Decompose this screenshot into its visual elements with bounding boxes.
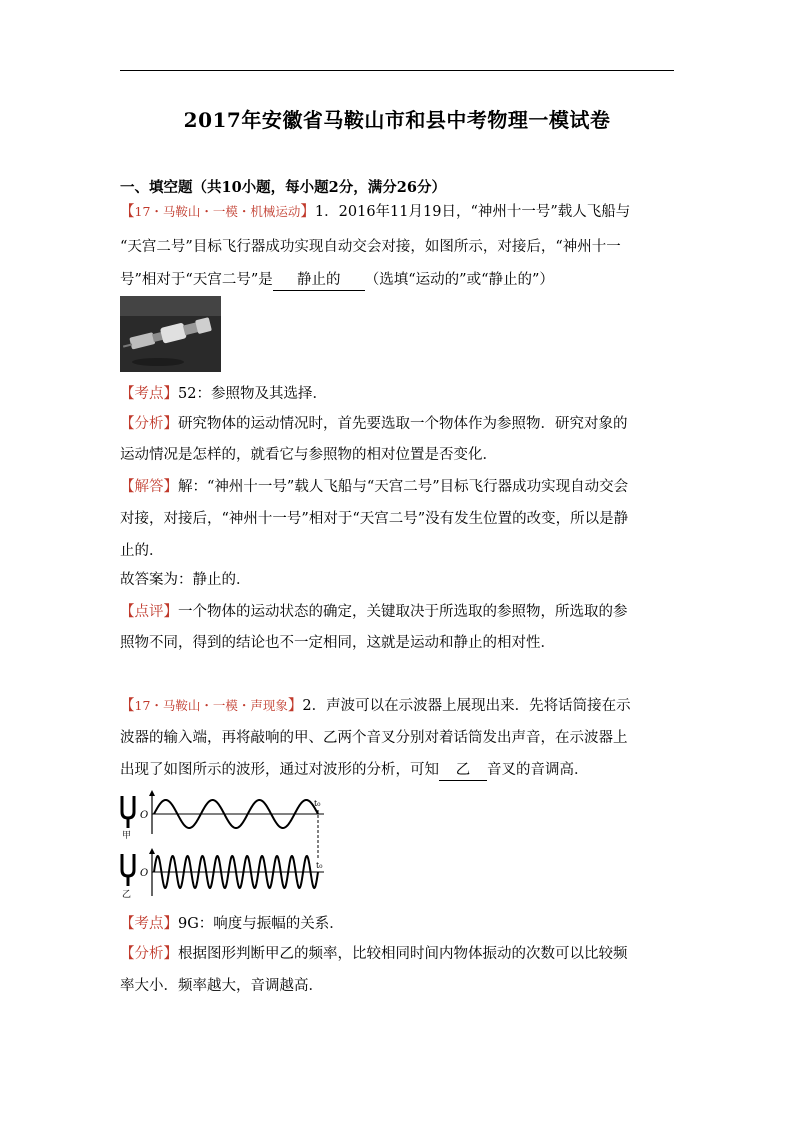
q1-dianping-2: 照物不同，得到的结论也不一定相同，这就是运动和静止的相对性． [120, 635, 555, 651]
q2-answer-blank: 乙 [439, 760, 487, 781]
q1-fenxi-1: 【分析】研究物体的运动情况时，首先要选取一个物体作为参照物．研究对象的 [120, 416, 628, 432]
document-title: 2017年安徽省马鞍山市和县中考物理一模试卷 [183, 108, 611, 132]
docking-photo [120, 296, 221, 372]
q1-kaodian: 【考点】52：参照物及其选择． [120, 386, 327, 402]
waveform-figure [118, 788, 340, 900]
tuning-fork-jia-icon [122, 796, 134, 828]
fork-label-jia: 甲 [122, 831, 132, 841]
q2-line-2: 波器的输入端，再将敲响的甲、乙两个音叉分别对着话筒发出声音，在示波器上 [120, 730, 628, 746]
q2-kaodian: 【考点】9G：响度与振幅的关系． [120, 916, 344, 932]
q1-tag: 17・马鞍山・一模・机械运动 [134, 204, 301, 219]
q1-dianping-1: 【点评】一个物体的运动状态的确定，关键取决于所选取的参照物，所选取的参 [120, 604, 628, 620]
q2-fenxi-1: 【分析】根据图形判断甲乙的频率，比较相同时间内物体振动的次数可以比较频 [120, 946, 628, 962]
section-title: 一、填空题（共10小题，每小题2分，满分26分） [120, 179, 446, 196]
q1-jieda-1: 【解答】解：“神州十一号”载人飞船与“天宫二号”目标飞行器成功实现自动交会 [120, 479, 629, 495]
q2-fenxi-2: 率大小．频率越大，音调越高． [120, 978, 323, 994]
top-rule [120, 70, 674, 71]
q1-fenxi-2: 运动情况是怎样的，就看它与参照物的相对位置是否变化． [120, 447, 497, 463]
q1-jieda-2: 对接，对接后，“神州十一号”相对于“天宫二号”没有发生位置的改变，所以是静 [120, 511, 629, 527]
q1-stem-1: 1．2016年11月19日，“神州十一号”载人飞船与 [314, 204, 631, 220]
t0-label-bottom: t₀ [316, 861, 323, 870]
q1-line-2: “天宫二号”目标飞行器成功实现自动交会对接，如图所示，对接后，“神州十一 [120, 239, 621, 255]
origin-label-bottom: O [140, 868, 149, 879]
q2-tag: 17・马鞍山・一模・声现象 [134, 698, 288, 713]
origin-label-top: O [140, 810, 149, 821]
q2-line-3: 出现了如图所示的波形，通过对波形的分析，可知 乙 音叉的音调高． [120, 760, 676, 781]
tuning-fork-yi-icon [122, 854, 134, 886]
q2-stem-1: 2．声波可以在示波器上展现出来．先将话筒接在示 [302, 698, 631, 714]
fork-label-yi: 乙 [122, 890, 132, 900]
docking-spacecraft-image [120, 296, 221, 372]
q2-line-1: 【17・马鞍山・一模・声现象】2．声波可以在示波器上展现出来．先将话筒接在示 [120, 698, 631, 714]
oscilloscope-waveforms [118, 788, 340, 900]
q1-answer-line: 故答案为：静止的． [120, 572, 251, 588]
q1-jieda-3: 止的． [120, 543, 164, 559]
q1-line-3: 号”相对于“天宫二号”是 静止的 （选填“运动的”或“静止的”） [120, 270, 676, 291]
q1-answer-blank: 静止的 [273, 270, 365, 291]
q1-line-1: 【17・马鞍山・一模・机械运动】1．2016年11月19日，“神州十一号”载人飞船与 [120, 204, 631, 220]
t0-label-top: t₀ [314, 799, 321, 808]
